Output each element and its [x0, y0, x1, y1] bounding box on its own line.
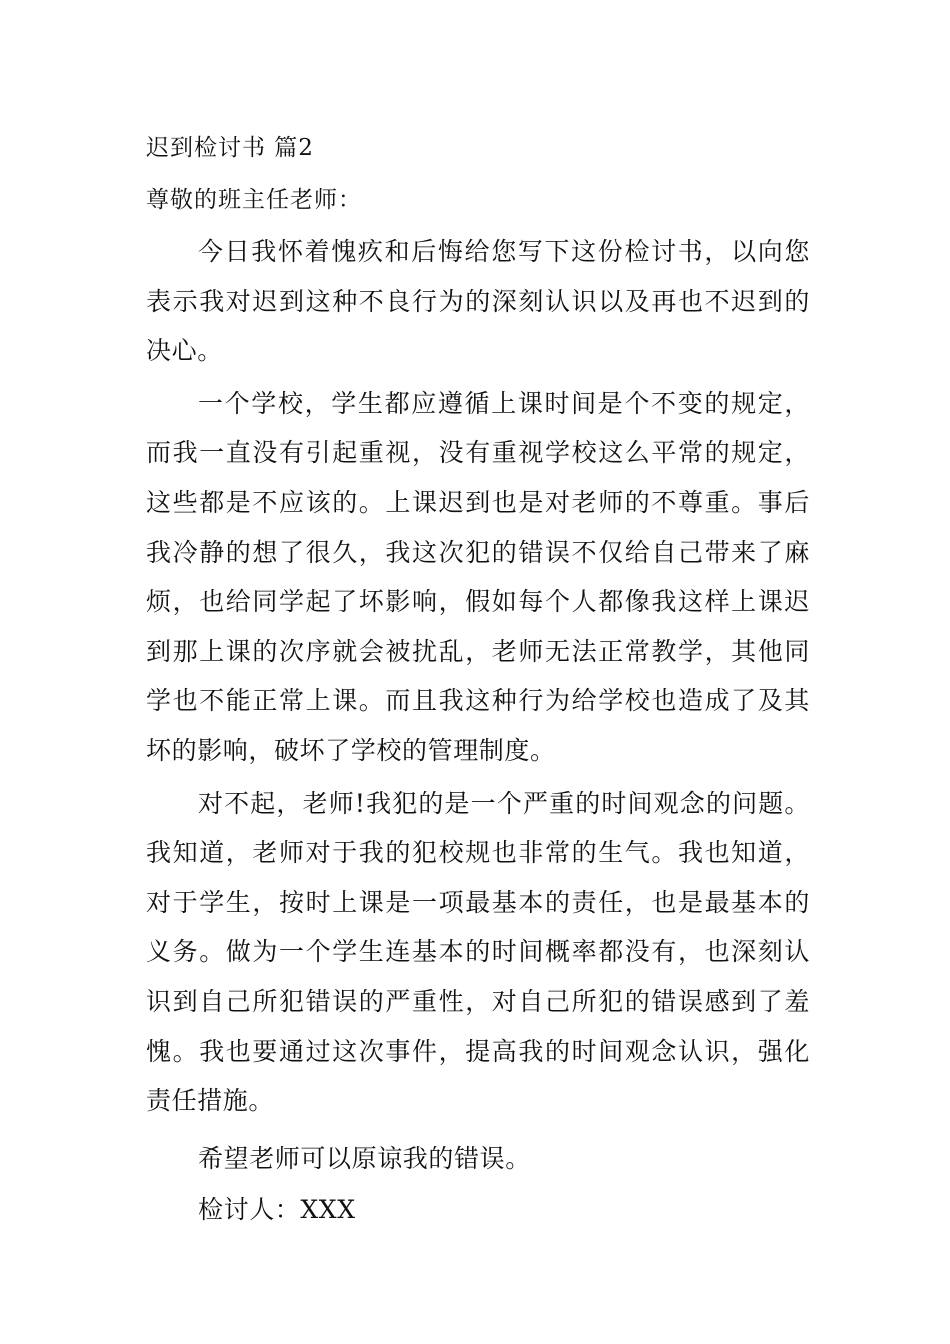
paragraph-1: 今日我怀着愧疚和后悔给您写下这份检讨书，以向您表示我对迟到这种不良行为的深刻认识以及再也不迟到的决心。	[146, 237, 810, 366]
letter-body	[146, 227, 810, 1235]
paragraph-3: 对不起，老师!我犯的是一个严重的时间观念的问题。我知道，老师对于我的犯校规也非常的生气。我也知道，对于学生，按时上课是一项最基本的责任，也是最基本的义务。做为一个学生连基本的时间概率都没有，也深刻认识到自己所犯错误的严重性，对自己所犯的错误感到了羞愧。我也要通过这次事件，提高我的时间观念认识，强化责任措施。	[146, 788, 810, 1116]
salutation: 尊敬的班主任老师：	[146, 187, 362, 213]
paragraph-2: 一个学校，学生都应遵循上课时间是个不变的规定，而我一直没有引起重视，没有重视学校这么平常的规定，这些都是不应该的。上课迟到也是对老师的不尊重。事后我冷静的想了很久，我这次犯的错误不仅给自己带来了麻烦，也给同学起了坏影响，假如每个人都像我这样上课迟到那上课的次序就会被扰乱，老师无法正常教学，其他同学也不能正常上课。而且我这种行为给学校也造成了及其坏的影响，破坏了学校的管理制度。	[146, 388, 810, 765]
signature-line: 检讨人：XXX	[198, 1195, 356, 1225]
closing-line: 希望老师可以原谅我的错误。	[198, 1143, 531, 1173]
document-title: 迟到检讨书 篇2	[146, 135, 314, 161]
